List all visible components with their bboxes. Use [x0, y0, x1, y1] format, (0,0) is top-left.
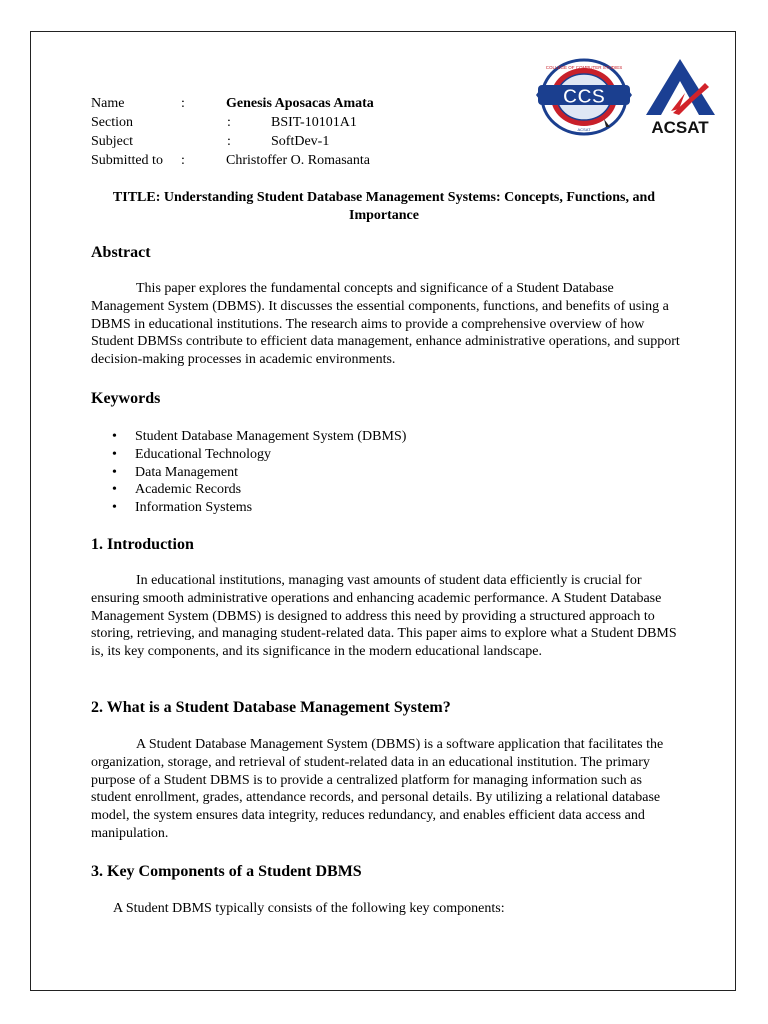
section2-heading: 2. What is a Student Database Management System?	[91, 699, 451, 716]
section3-heading: 3. Key Components of a Student DBMS	[91, 863, 362, 880]
section-colon: :	[227, 115, 231, 130]
paper-title: TITLE: Understanding Student Database Management Systems: Concepts, Functions, and Importance	[112, 190, 656, 223]
document-page	[30, 31, 736, 991]
name-colon: :	[181, 96, 185, 111]
bullet-icon: •	[112, 446, 117, 462]
keyword-text: Academic Records	[135, 482, 242, 498]
bullet-icon: •	[112, 429, 117, 444]
keyword-text: Educational Technology	[135, 446, 272, 462]
bullet-icon: •	[112, 464, 117, 480]
acsat-logo	[643, 57, 718, 137]
ccs-ring-text: COLLEGE OF COMPUTER STUDIES	[545, 65, 623, 70]
name-label: Name	[91, 96, 125, 111]
list-item	[91, 428, 406, 446]
acsat-logo-text: ACSAT	[651, 118, 709, 137]
list-item	[91, 446, 406, 464]
keywords-heading: Keywords	[91, 390, 161, 407]
list-item	[91, 481, 406, 499]
subject-label: Subject	[91, 134, 133, 149]
abstract-text: This paper explores the fundamental concepts and significance of a Student Database Management System (DBMS). It discusses the essential components, functions, and benefits of using a DBMS in educational institutions. The research aims to provide a comprehensive overview of how Student DBMSs contribute to efficient data management, enhance administrative operations, and support decision-making processes in academic environments.	[91, 281, 680, 368]
section-label: Section	[91, 115, 133, 130]
introduction-text: In educational institutions, managing vast amounts of student data efficiently is crucial for ensuring smooth administrative operations and enhancing academic performance. A Student Database Management System (DBMS) is designed to address this need by providing a structured approach to storing, retrieving, and managing student-related data. This paper aims to explore what a Student DBMS is, its key components, and its significance in the modern educational landscape.	[91, 573, 677, 660]
list-item	[91, 464, 406, 482]
ccs-bottom-text: ACSAT	[577, 127, 591, 132]
abstract-heading: Abstract	[91, 244, 151, 261]
submitted-colon: :	[181, 153, 185, 168]
bullet-icon: •	[112, 500, 117, 516]
name-value: Genesis Aposacas Amata	[226, 96, 374, 111]
submitted-label: Submitted to	[91, 153, 163, 168]
submitted-value: Christoffer O. Romasanta	[226, 153, 370, 168]
section3-text: A Student DBMS typically consists of the following key components:	[113, 901, 505, 916]
ccs-logo-text: CCS	[562, 86, 606, 108]
section2-text: A Student Database Management System (DBMS) is a software application that facilitates the organization, storage, and retrieval of student-related data in an educational institution. The primary purpose of a Student DBMS is to provide a centralized platform for managing information such as student enrollment, grades, attendance records, and personal details. By utilizing a relational database model, the system ensures data integrity, reduces redundancy, and enables efficient data access and manipulation.	[91, 737, 664, 841]
keyword-text: Data Management	[135, 464, 239, 480]
introduction-heading: 1. Introduction	[91, 536, 194, 553]
subject-value: SoftDev-1	[271, 134, 330, 149]
bullet-icon: •	[112, 482, 117, 498]
ccs-logo	[534, 57, 634, 137]
keyword-text: Student Database Management System (DBMS)	[135, 429, 407, 444]
list-item	[91, 499, 406, 517]
keywords-list	[91, 428, 406, 517]
section-value: BSIT-10101A1	[271, 115, 357, 130]
keyword-text: Information Systems	[135, 500, 253, 516]
subject-colon: :	[227, 134, 231, 149]
